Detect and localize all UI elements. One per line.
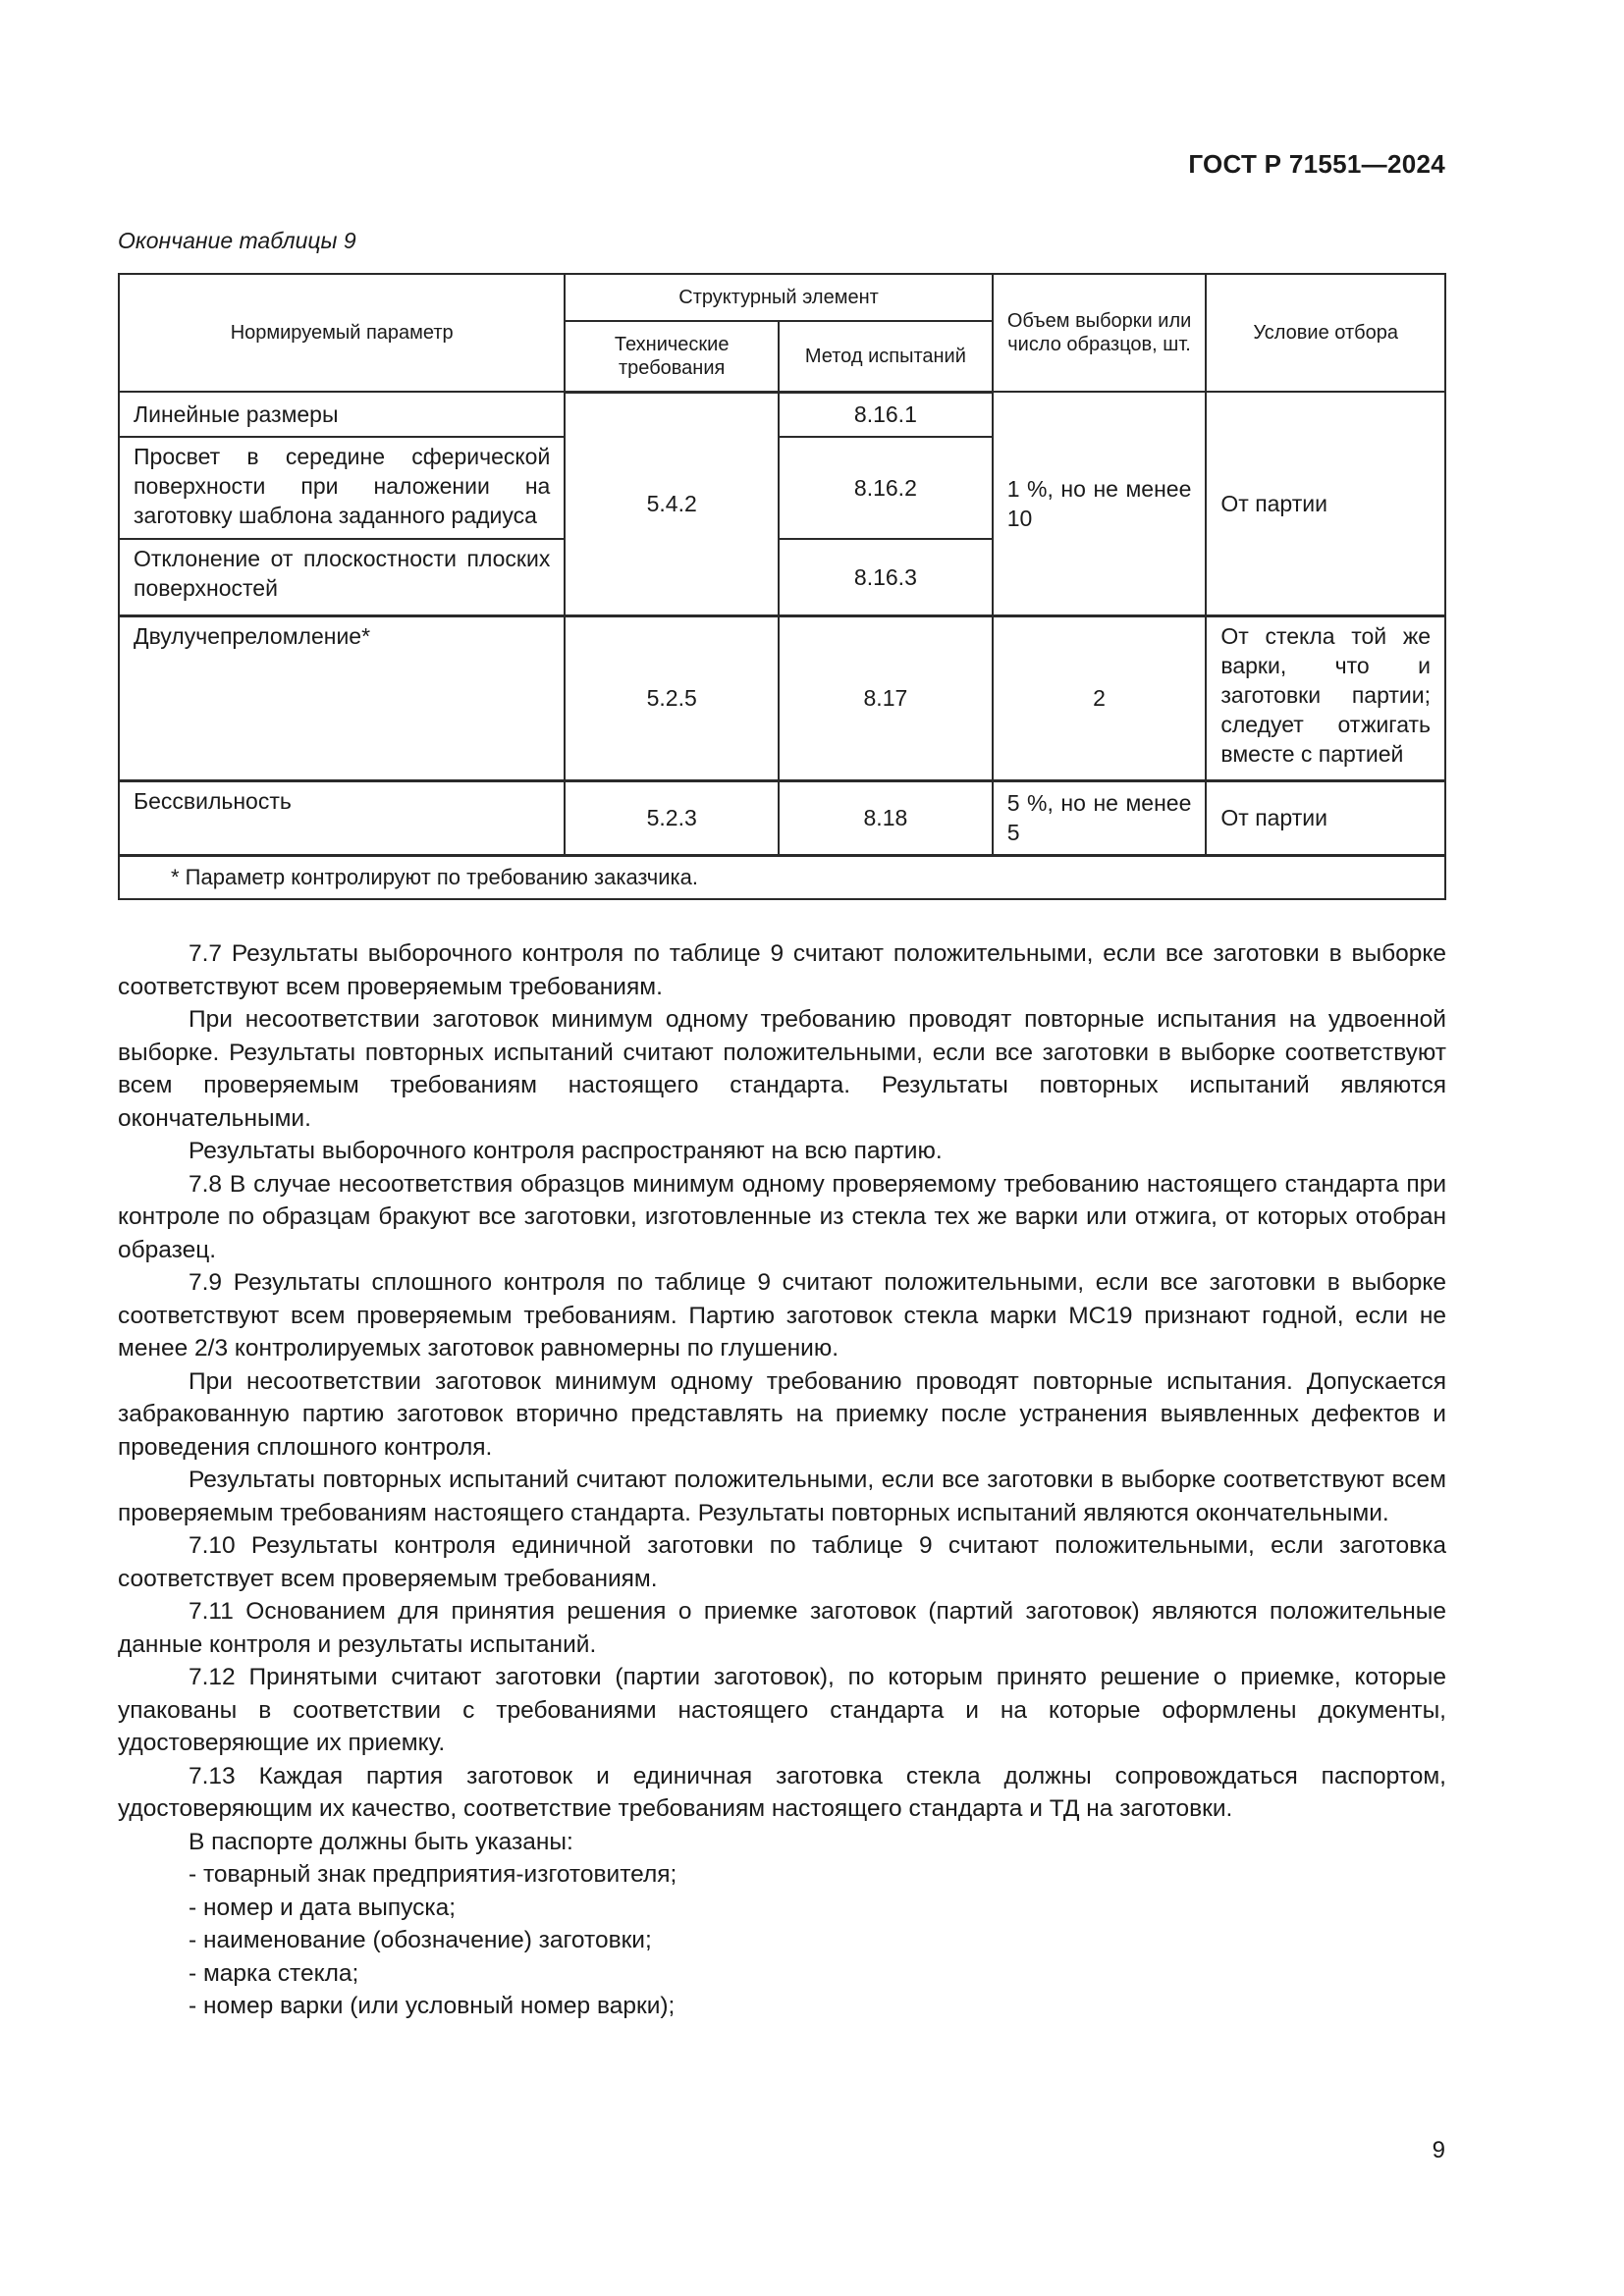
row-param: Отклонение от плоскостности плоских поверхностей xyxy=(119,539,565,615)
header-method: Метод испытаний xyxy=(779,321,993,392)
paragraph: При несоответствии заготовок минимум одному требованию проводят повторные испытания на удвоенной выборке. Результаты повторных испытаний считают положительными, если все заготовки в выборке соответствуют всем проверяемым требованиям настоящего стандарта. Результаты повторных испытаний являются окончательными. xyxy=(118,1006,1446,1132)
row-method: 8.16.3 xyxy=(779,539,993,615)
parameters-table xyxy=(118,273,1446,900)
passport-list xyxy=(118,1858,1446,2023)
paragraph: 7.10 Результаты контроля единичной заготовки по таблице 9 считают положительными, если заготовка соответствует всем проверяемым требованиям. xyxy=(118,1532,1446,1592)
list-item: - товарный знак предприятия-изготовителя; xyxy=(189,1861,677,1888)
list-item: - номер и дата выпуска; xyxy=(189,1894,457,1921)
row-volume: 2 xyxy=(993,615,1207,780)
row-param: Бессвильность xyxy=(119,780,565,855)
paragraph: При несоответствии заготовок минимум одному требованию проводят повторные испытания. Допускается забракованную партию заготовок вторично представлять на приемку после устранения выявленных дефектов и проведения сплошного контроля. xyxy=(118,1367,1446,1461)
paragraph: 7.13 Каждая партия заготовок и единичная заготовка стекла должны сопровождаться паспортом, удостоверяющим их качество, соответствие требованиям настоящего стандарта и ТД на заготовки. xyxy=(118,1762,1446,1822)
paragraph: 7.7 Результаты выборочного контроля по таблице 9 считают положительными, если все заготовки в выборке соответствуют всем проверяемым требованиям. xyxy=(118,940,1446,1000)
row-param: Линейные размеры xyxy=(119,392,565,437)
paragraph: 7.12 Принятыми считают заготовки (партии заготовок), по которым принято решение о приемке, которые упакованы в соответствии с требованиями настоящего стандарта и на которые оформлены документы, удостоверяющие их приемку. xyxy=(118,1664,1446,1756)
table-row xyxy=(119,615,1445,780)
row-method: 8.17 xyxy=(779,615,993,780)
paragraph: Результаты выборочного контроля распространяют на всю партию. xyxy=(189,1138,943,1164)
header-volume: Объем выборки или число образцов, шт. xyxy=(993,274,1207,392)
paragraph: 7.9 Результаты сплошного контроля по таблице 9 считают положительными, если все заготовки в выборке соответствуют всем проверяемым требованиям. Партию заготовок стекла марки МС19 признают годной, если не менее 2/3 контролируемых заготовок равномерны по глушению. xyxy=(118,1269,1446,1362)
table-caption: Окончание таблицы 9 xyxy=(118,228,356,253)
row-volume: 1 %, но не менее 10 xyxy=(993,392,1207,615)
paragraph: В паспорте должны быть указаны: xyxy=(189,1828,573,1855)
document-code: ГОСТ Р 71551—2024 xyxy=(1188,149,1445,179)
list-item: - наименование (обозначение) заготовки; xyxy=(189,1927,652,1953)
table-footnote-row xyxy=(119,855,1445,899)
row-volume: 5 %, но не менее 5 xyxy=(993,780,1207,855)
header-condition: Условие отбора xyxy=(1206,274,1445,392)
row-condition: От партии xyxy=(1206,392,1445,615)
row-param: Двулучепреломление* xyxy=(119,615,565,780)
header-param: Нормируемый параметр xyxy=(119,274,565,392)
row-method: 8.18 xyxy=(779,780,993,855)
paragraph: 7.11 Основанием для принятия решения о приемке заготовок (партий заготовок) являются положительные данные контроля и результаты испытаний. xyxy=(118,1598,1446,1658)
header-structural: Структурный элемент xyxy=(565,274,992,321)
row-tech: 5.2.5 xyxy=(565,615,779,780)
header-tech: Технические требования xyxy=(565,321,779,392)
list-item: - номер варки (или условный номер варки); xyxy=(189,1993,676,2019)
table-row xyxy=(119,780,1445,855)
list-item: - марка стекла; xyxy=(189,1959,359,1987)
row-param: Просвет в середине сферической поверхности при наложении на заготовку шаблона заданного радиуса xyxy=(119,437,565,539)
row-tech: 5.4.2 xyxy=(565,392,779,615)
table-row xyxy=(119,392,1445,437)
body-text xyxy=(118,937,1446,2023)
row-tech: 5.2.3 xyxy=(565,780,779,855)
row-condition: От партии xyxy=(1206,780,1445,855)
row-method: 8.16.1 xyxy=(779,392,993,437)
page-number: 9 xyxy=(1432,2137,1445,2163)
paragraph: Результаты повторных испытаний считают положительными, если все заготовки в выборке соответствуют всем проверяемым требованиям настоящего стандарта. Результаты повторных испытаний являются окончательными. xyxy=(118,1467,1446,1526)
paragraph: 7.8 В случае несоответствия образцов минимум одному проверяемому требованию настоящего стандарта при контроле по образцам бракуют все заготовки, изготовленные из стекла тех же варки или отжига, от которых отобран образец. xyxy=(118,1170,1446,1263)
row-condition: От стекла той же варки, что и заготовки партии; следует отжигать вместе с партией xyxy=(1206,615,1445,780)
table-footnote: * Параметр контролируют по требованию заказчика. xyxy=(119,855,1445,899)
row-method: 8.16.2 xyxy=(779,437,993,539)
